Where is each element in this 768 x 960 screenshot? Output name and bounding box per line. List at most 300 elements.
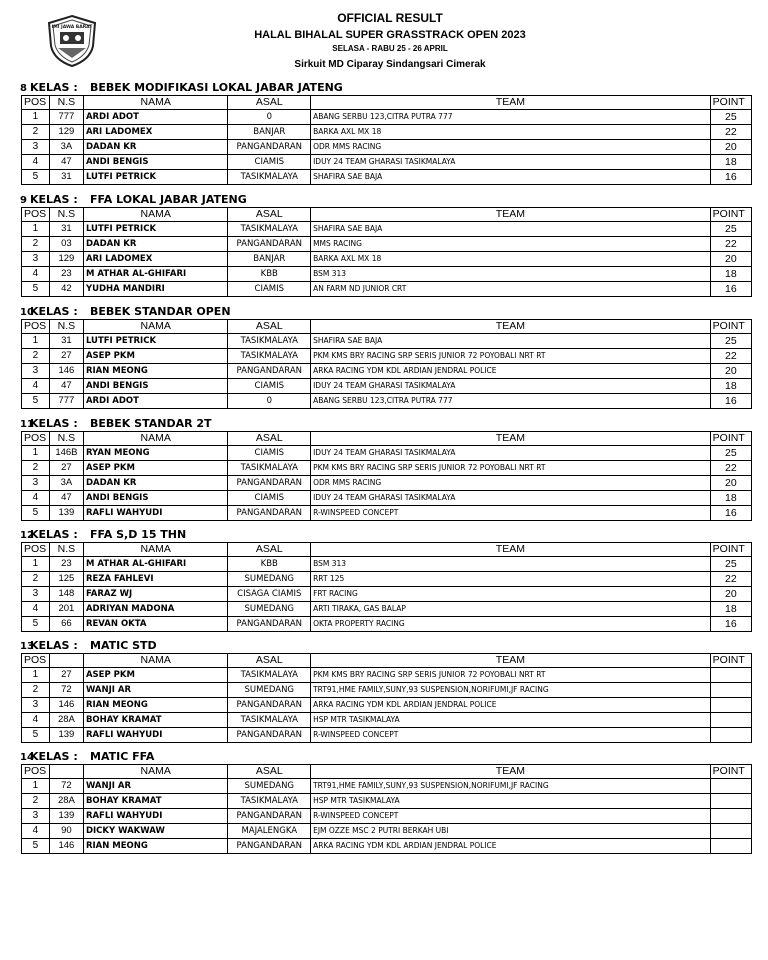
- cell-asal: BANJAR: [228, 252, 311, 267]
- cell-pos: 2: [22, 461, 50, 476]
- cell-point: 18: [710, 267, 751, 282]
- cell-nama: ARDI ADOT: [83, 394, 228, 409]
- column-header-asal: ASAL: [228, 96, 311, 110]
- cell-point: [710, 683, 751, 698]
- cell-pos: 1: [22, 668, 50, 683]
- kelas-name: BEBEK MODIFIKASI LOKAL JABAR JATENG: [90, 81, 343, 94]
- cell-pos: 1: [22, 557, 50, 572]
- kelas-name: FFA S,D 15 THN: [90, 528, 187, 541]
- cell-nama: RYAN MEONG: [83, 446, 228, 461]
- kelas-label: KELAS :: [30, 750, 78, 763]
- table-row: [22, 237, 752, 252]
- cell-point: 18: [710, 602, 751, 617]
- cell-asal: CIAMIS: [228, 379, 311, 394]
- table-row: [22, 809, 752, 824]
- table-row: [22, 839, 752, 854]
- table-row: [22, 379, 752, 394]
- cell-point: 18: [710, 155, 751, 170]
- cell-point: 25: [710, 110, 751, 125]
- column-header-asal: ASAL: [228, 765, 311, 779]
- cell-nama: DADAN KR: [83, 237, 228, 252]
- kelas-name: MATIC FFA: [90, 750, 155, 763]
- cell-asal: CIAMIS: [228, 155, 311, 170]
- cell-nama: ANDI BENGIS: [83, 379, 228, 394]
- cell-ns: 777: [49, 394, 83, 409]
- cell-ns: 28A: [49, 794, 83, 809]
- cell-pos: 3: [22, 252, 50, 267]
- cell-ns: 23: [49, 267, 83, 282]
- cell-ns: 3A: [49, 476, 83, 491]
- cell-pos: 2: [22, 572, 50, 587]
- column-header-team: TEAM: [311, 765, 711, 779]
- cell-ns: 27: [49, 349, 83, 364]
- cell-asal: MAJALENGKA: [228, 824, 311, 839]
- cell-point: 22: [710, 572, 751, 587]
- table-row: [22, 476, 752, 491]
- cell-asal: TASIKMALAYA: [228, 713, 311, 728]
- cell-team: SHAFIRA SAE BAJA: [311, 170, 711, 185]
- cell-asal: PANGANDARAN: [228, 839, 311, 854]
- cell-ns: 03: [49, 237, 83, 252]
- cell-nama: BOHAY KRAMAT: [83, 794, 228, 809]
- kelas-section: [20, 417, 752, 521]
- cell-point: 22: [710, 461, 751, 476]
- cell-asal: TASIKMALAYA: [228, 170, 311, 185]
- cell-asal: TASIKMALAYA: [228, 794, 311, 809]
- cell-pos: 3: [22, 587, 50, 602]
- kelas-section: [20, 193, 752, 297]
- column-header-point: POINT: [710, 96, 751, 110]
- column-header-nama: NAMA: [83, 543, 228, 557]
- table-row: [22, 170, 752, 185]
- header-row: [22, 765, 752, 779]
- column-header-asal: ASAL: [228, 654, 311, 668]
- column-header-asal: ASAL: [228, 543, 311, 557]
- cell-point: 25: [710, 334, 751, 349]
- cell-asal: PANGANDARAN: [228, 506, 311, 521]
- table-row: [22, 587, 752, 602]
- cell-pos: 5: [22, 839, 50, 854]
- cell-asal: SUMEDANG: [228, 572, 311, 587]
- cell-asal: PANGANDARAN: [228, 237, 311, 252]
- column-header-asal: ASAL: [228, 208, 311, 222]
- header-title: OFFICIAL RESULT: [337, 11, 443, 25]
- cell-asal: 0: [228, 394, 311, 409]
- table-row: [22, 728, 752, 743]
- cell-nama: YUDHA MANDIRI: [83, 282, 228, 297]
- cell-team: AN FARM ND JUNIOR CRT: [311, 282, 711, 297]
- cell-nama: RIAN MEONG: [83, 698, 228, 713]
- kelas-heading: [20, 417, 752, 431]
- results-table: [21, 431, 752, 521]
- column-header-point: POINT: [710, 654, 751, 668]
- column-header-nama: NAMA: [83, 320, 228, 334]
- header-date: SELASA - RABU 25 - 26 APRIL: [332, 44, 448, 53]
- cell-asal: CIAMIS: [228, 282, 311, 297]
- cell-point: [710, 824, 751, 839]
- cell-ns: 28A: [49, 713, 83, 728]
- cell-pos: 4: [22, 267, 50, 282]
- table-row: [22, 461, 752, 476]
- table-row: [22, 779, 752, 794]
- cell-nama: ASEP PKM: [83, 668, 228, 683]
- column-header-ns: N.S: [49, 208, 83, 222]
- cell-team: PKM KMS BRY RACING SRP SERIS JUNIOR 72 POYOBALI NRT RT: [311, 349, 711, 364]
- cell-ns: 66: [49, 617, 83, 632]
- cell-asal: PANGANDARAN: [228, 809, 311, 824]
- cell-point: 20: [710, 364, 751, 379]
- table-row: [22, 713, 752, 728]
- cell-asal: SUMEDANG: [228, 683, 311, 698]
- cell-point: 22: [710, 125, 751, 140]
- cell-asal: PANGANDARAN: [228, 476, 311, 491]
- cell-point: 16: [710, 282, 751, 297]
- cell-team: ARKA RACING YDM KDL ARDIAN JENDRAL POLICE: [311, 698, 711, 713]
- header-row: [22, 96, 752, 110]
- cell-team: BARKA AXL MX 18: [311, 252, 711, 267]
- column-header-ns: N.S: [49, 320, 83, 334]
- table-row: [22, 282, 752, 297]
- column-header-team: TEAM: [311, 543, 711, 557]
- cell-point: [710, 728, 751, 743]
- table-row: [22, 557, 752, 572]
- cell-ns: 129: [49, 252, 83, 267]
- cell-asal: TASIKMALAYA: [228, 349, 311, 364]
- column-header-point: POINT: [710, 765, 751, 779]
- column-header-team: TEAM: [311, 208, 711, 222]
- cell-asal: CISAGA CIAMIS: [228, 587, 311, 602]
- cell-point: 18: [710, 379, 751, 394]
- cell-ns: 27: [49, 668, 83, 683]
- cell-nama: DADAN KR: [83, 476, 228, 491]
- column-header-nama: NAMA: [83, 654, 228, 668]
- column-header-team: TEAM: [311, 320, 711, 334]
- cell-point: 18: [710, 491, 751, 506]
- cell-point: [710, 668, 751, 683]
- cell-ns: 47: [49, 155, 83, 170]
- results-table: [21, 542, 752, 632]
- cell-point: [710, 794, 751, 809]
- cell-nama: ADRIYAN MADONA: [83, 602, 228, 617]
- column-header-point: POINT: [710, 320, 751, 334]
- cell-nama: RAFLI WAHYUDI: [83, 728, 228, 743]
- header-venue: Sirkuit MD Ciparay Sindangsari Cimerak: [294, 59, 486, 70]
- cell-ns: 139: [49, 506, 83, 521]
- cell-asal: PANGANDARAN: [228, 698, 311, 713]
- cell-pos: 3: [22, 698, 50, 713]
- header-row: [22, 543, 752, 557]
- column-header-pos: POS: [22, 654, 50, 668]
- cell-team: R-WINSPEED CONCEPT: [311, 506, 711, 521]
- cell-pos: 3: [22, 476, 50, 491]
- header-row: [22, 432, 752, 446]
- cell-team: SHAFIRA SAE BAJA: [311, 222, 711, 237]
- cell-nama: ARDI ADOT: [83, 110, 228, 125]
- cell-ns: 3A: [49, 140, 83, 155]
- cell-team: RRT 125: [311, 572, 711, 587]
- cell-pos: 4: [22, 155, 50, 170]
- cell-team: ARTI TIRAKA, GAS BALAP: [311, 602, 711, 617]
- cell-ns: 139: [49, 809, 83, 824]
- cell-point: 22: [710, 349, 751, 364]
- cell-point: 16: [710, 506, 751, 521]
- cell-asal: CIAMIS: [228, 491, 311, 506]
- cell-point: 16: [710, 170, 751, 185]
- kelas-name: FFA LOKAL JABAR JATENG: [90, 193, 247, 206]
- cell-ns: 31: [49, 222, 83, 237]
- cell-nama: FARAZ WJ: [83, 587, 228, 602]
- column-header-point: POINT: [710, 432, 751, 446]
- cell-ns: 146B: [49, 446, 83, 461]
- kelas-name: MATIC STD: [90, 639, 157, 652]
- cell-team: HSP MTR TASIKMALAYA: [311, 713, 711, 728]
- cell-team: HSP MTR TASIKMALAYA: [311, 794, 711, 809]
- cell-pos: 2: [22, 794, 50, 809]
- column-header-ns: [49, 765, 83, 779]
- cell-pos: 5: [22, 728, 50, 743]
- results-table: [21, 207, 752, 297]
- results-table: [21, 653, 752, 743]
- cell-point: 20: [710, 140, 751, 155]
- cell-pos: 3: [22, 140, 50, 155]
- cell-pos: 5: [22, 506, 50, 521]
- cell-point: [710, 809, 751, 824]
- kelas-number: 14: [20, 752, 34, 763]
- table-row: [22, 267, 752, 282]
- column-header-ns: N.S: [49, 96, 83, 110]
- cell-pos: 2: [22, 683, 50, 698]
- kelas-section: [20, 750, 752, 854]
- cell-asal: TASIKMALAYA: [228, 222, 311, 237]
- cell-point: 16: [710, 394, 751, 409]
- cell-asal: PANGANDARAN: [228, 617, 311, 632]
- cell-asal: PANGANDARAN: [228, 728, 311, 743]
- kelas-number: 13: [20, 641, 34, 652]
- cell-nama: ARI LADOMEX: [83, 252, 228, 267]
- cell-asal: TASIKMALAYA: [228, 668, 311, 683]
- cell-nama: RIAN MEONG: [83, 364, 228, 379]
- cell-point: 16: [710, 617, 751, 632]
- cell-pos: 4: [22, 713, 50, 728]
- table-row: [22, 252, 752, 267]
- cell-team: BSM 313: [311, 557, 711, 572]
- kelas-label: KELAS :: [30, 639, 78, 652]
- cell-pos: 5: [22, 170, 50, 185]
- cell-asal: 0: [228, 110, 311, 125]
- column-header-pos: POS: [22, 320, 50, 334]
- cell-asal: PANGANDARAN: [228, 140, 311, 155]
- cell-pos: 1: [22, 110, 50, 125]
- kelas-number: 10: [20, 307, 34, 318]
- column-header-pos: POS: [22, 432, 50, 446]
- kelas-section: [20, 528, 752, 632]
- cell-point: 25: [710, 557, 751, 572]
- column-header-pos: POS: [22, 96, 50, 110]
- column-header-pos: POS: [22, 765, 50, 779]
- table-row: [22, 824, 752, 839]
- cell-team: IDUY 24 TEAM GHARASI TASIKMALAYA: [311, 446, 711, 461]
- cell-nama: RIAN MEONG: [83, 839, 228, 854]
- cell-team: IDUY 24 TEAM GHARASI TASIKMALAYA: [311, 491, 711, 506]
- table-row: [22, 506, 752, 521]
- table-row: [22, 602, 752, 617]
- cell-asal: SUMEDANG: [228, 779, 311, 794]
- cell-ns: 129: [49, 125, 83, 140]
- results-table: [21, 95, 752, 185]
- column-header-ns: N.S: [49, 543, 83, 557]
- cell-ns: 31: [49, 170, 83, 185]
- cell-pos: 3: [22, 809, 50, 824]
- table-row: [22, 349, 752, 364]
- cell-asal: BANJAR: [228, 125, 311, 140]
- cell-team: ARKA RACING YDM KDL ARDIAN JENDRAL POLICE: [311, 364, 711, 379]
- cell-point: 22: [710, 237, 751, 252]
- cell-point: 25: [710, 446, 751, 461]
- cell-point: 20: [710, 587, 751, 602]
- cell-pos: 4: [22, 379, 50, 394]
- cell-ns: 47: [49, 491, 83, 506]
- logo-text: IMI JAWA BARAT: [51, 25, 93, 30]
- cell-team: FRT RACING: [311, 587, 711, 602]
- column-header-ns: N.S: [49, 432, 83, 446]
- cell-nama: REZA FAHLEVI: [83, 572, 228, 587]
- results-table: [21, 319, 752, 409]
- cell-point: [710, 779, 751, 794]
- cell-team: R-WINSPEED CONCEPT: [311, 728, 711, 743]
- cell-ns: 146: [49, 364, 83, 379]
- cell-ns: 90: [49, 824, 83, 839]
- cell-team: PKM KMS BRY RACING SRP SERIS JUNIOR 72 POYOBALI NRT RT: [311, 461, 711, 476]
- table-row: [22, 446, 752, 461]
- table-row: [22, 110, 752, 125]
- cell-team: ABANG SERBU 123,CITRA PUTRA 777: [311, 110, 711, 125]
- table-row: [22, 491, 752, 506]
- cell-team: MMS RACING: [311, 237, 711, 252]
- cell-team: ODR MMS RACING: [311, 140, 711, 155]
- cell-point: [710, 713, 751, 728]
- cell-nama: LUTFI PETRICK: [83, 222, 228, 237]
- kelas-name: BEBEK STANDAR 2T: [90, 417, 212, 430]
- cell-team: PKM KMS BRY RACING SRP SERIS JUNIOR 72 POYOBALI NRT RT: [311, 668, 711, 683]
- cell-nama: LUTFI PETRICK: [83, 170, 228, 185]
- kelas-section: [20, 305, 752, 409]
- cell-ns: 139: [49, 728, 83, 743]
- table-row: [22, 572, 752, 587]
- header-row: [22, 320, 752, 334]
- cell-team: BARKA AXL MX 18: [311, 125, 711, 140]
- cell-ns: 72: [49, 683, 83, 698]
- column-header-pos: POS: [22, 543, 50, 557]
- table-row: [22, 617, 752, 632]
- column-header-asal: ASAL: [228, 432, 311, 446]
- cell-team: IDUY 24 TEAM GHARASI TASIKMALAYA: [311, 155, 711, 170]
- cell-nama: M ATHAR AL-GHIFARI: [83, 267, 228, 282]
- cell-nama: WANJI AR: [83, 683, 228, 698]
- cell-ns: 27: [49, 461, 83, 476]
- cell-point: 25: [710, 222, 751, 237]
- table-row: [22, 334, 752, 349]
- cell-team: ODR MMS RACING: [311, 476, 711, 491]
- cell-team: OKTA PROPERTY RACING: [311, 617, 711, 632]
- kelas-name: BEBEK STANDAR OPEN: [90, 305, 231, 318]
- cell-ns: 146: [49, 839, 83, 854]
- cell-team: BSM 313: [311, 267, 711, 282]
- cell-ns: 47: [49, 379, 83, 394]
- cell-nama: ASEP PKM: [83, 461, 228, 476]
- table-row: [22, 364, 752, 379]
- cell-nama: RAFLI WAHYUDI: [83, 809, 228, 824]
- kelas-label: KELAS :: [30, 305, 78, 318]
- cell-pos: 2: [22, 349, 50, 364]
- cell-nama: LUTFI PETRICK: [83, 334, 228, 349]
- cell-team: SHAFIRA SAE BAJA: [311, 334, 711, 349]
- cell-pos: 5: [22, 394, 50, 409]
- kelas-label: KELAS :: [30, 193, 78, 206]
- column-header-ns: [49, 654, 83, 668]
- table-row: [22, 222, 752, 237]
- kelas-heading: [20, 305, 752, 319]
- cell-ns: 31: [49, 334, 83, 349]
- kelas-number: 12: [20, 530, 34, 541]
- cell-nama: M ATHAR AL-GHIFARI: [83, 557, 228, 572]
- column-header-nama: NAMA: [83, 208, 228, 222]
- table-row: [22, 155, 752, 170]
- cell-pos: 5: [22, 282, 50, 297]
- table-row: [22, 125, 752, 140]
- shield-logo: [46, 14, 98, 68]
- cell-nama: REVAN OKTA: [83, 617, 228, 632]
- cell-point: [710, 839, 751, 854]
- cell-point: 20: [710, 252, 751, 267]
- cell-ns: 777: [49, 110, 83, 125]
- kelas-section: [20, 81, 752, 185]
- cell-asal: SUMEDANG: [228, 602, 311, 617]
- kelas-label: KELAS :: [30, 528, 78, 541]
- kelas-heading: [20, 750, 752, 764]
- column-header-nama: NAMA: [83, 765, 228, 779]
- column-header-team: TEAM: [311, 432, 711, 446]
- table-row: [22, 668, 752, 683]
- cell-nama: ANDI BENGIS: [83, 155, 228, 170]
- cell-asal: TASIKMALAYA: [228, 334, 311, 349]
- cell-nama: RAFLI WAHYUDI: [83, 506, 228, 521]
- cell-pos: 2: [22, 125, 50, 140]
- cell-pos: 4: [22, 824, 50, 839]
- cell-pos: 4: [22, 491, 50, 506]
- cell-team: EJM OZZE MSC 2 PUTRI BERKAH UBI: [311, 824, 711, 839]
- cell-asal: KBB: [228, 267, 311, 282]
- cell-asal: KBB: [228, 557, 311, 572]
- column-header-point: POINT: [710, 208, 751, 222]
- cell-pos: 3: [22, 364, 50, 379]
- document-header: [190, 10, 590, 73]
- cell-ns: 42: [49, 282, 83, 297]
- cell-nama: ANDI BENGIS: [83, 491, 228, 506]
- cell-pos: 5: [22, 617, 50, 632]
- table-row: [22, 683, 752, 698]
- kelas-label: KELAS :: [30, 81, 78, 94]
- table-row: [22, 140, 752, 155]
- table-row: [22, 698, 752, 713]
- cell-pos: 4: [22, 602, 50, 617]
- kelas-heading: [20, 193, 752, 207]
- column-header-team: TEAM: [311, 654, 711, 668]
- cell-pos: 2: [22, 237, 50, 252]
- cell-pos: 1: [22, 334, 50, 349]
- results-table: [21, 764, 752, 854]
- kelas-section: [20, 639, 752, 743]
- cell-point: 20: [710, 476, 751, 491]
